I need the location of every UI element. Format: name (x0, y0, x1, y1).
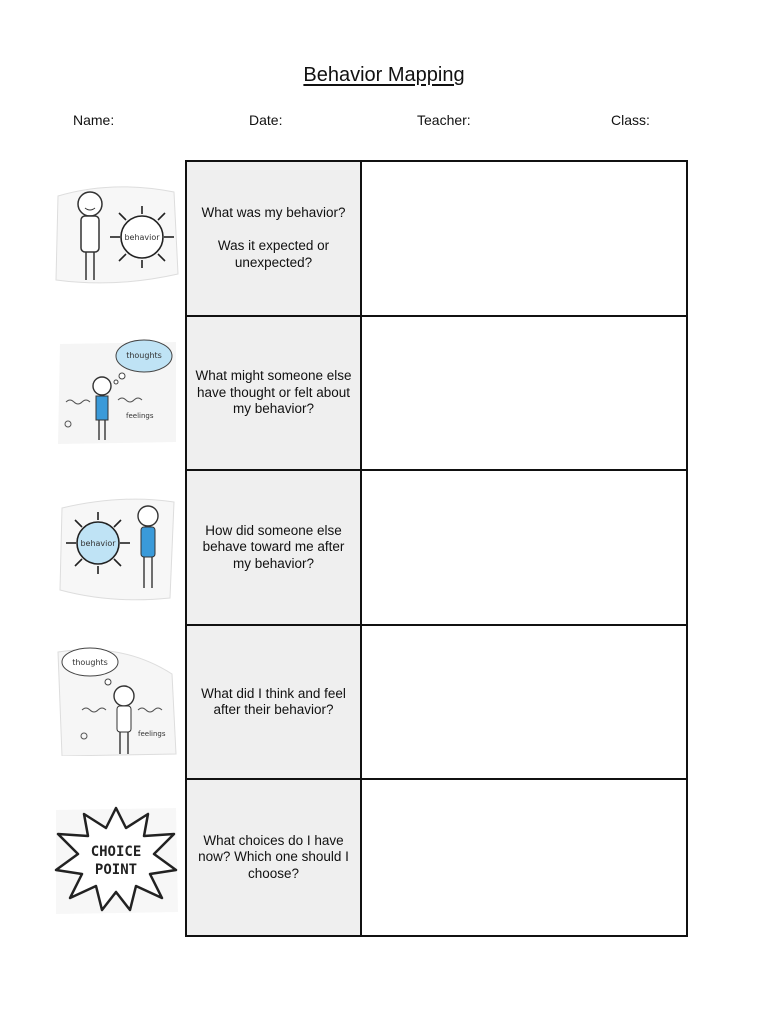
behavior-illustration (52, 182, 180, 294)
feelings-word-2: feelings (138, 730, 166, 738)
answer-cell[interactable] (362, 317, 686, 472)
behavior-word: behavior (124, 233, 160, 242)
choice-word: CHOICE (90, 844, 142, 860)
question-cell (187, 162, 362, 317)
reaction-illustration (52, 494, 180, 606)
question-text: What did I think and feel after their behavior? (201, 685, 346, 718)
choice-point-illustration (52, 804, 180, 916)
thoughts-word-2: thoughts (72, 658, 108, 667)
question-cell (187, 626, 362, 781)
question-text: How did someone else behave toward me after my behavior? (202, 522, 345, 571)
worksheet-table (185, 160, 688, 937)
reflection-illustration (52, 644, 180, 756)
thoughts-word: thoughts (126, 351, 162, 360)
answer-cell[interactable] (362, 626, 686, 781)
answer-cell[interactable] (362, 780, 686, 935)
question-text: What might someone else have thought or felt about my behavior? (195, 368, 352, 417)
point-word: POINT (94, 862, 138, 878)
teacher-label: Teacher: (417, 112, 471, 128)
question-cell (187, 780, 362, 935)
answer-cell[interactable] (362, 471, 686, 626)
page-title: Behavior Mapping (303, 64, 465, 86)
name-label: Name: (73, 112, 115, 128)
feelings-word: feelings (126, 412, 154, 420)
question-text: What choices do I have now? Which one should I choose? (198, 832, 349, 881)
question-cell (187, 317, 362, 472)
answer-cell[interactable] (362, 162, 686, 317)
class-label: Class: (611, 112, 650, 128)
date-label: Date: (249, 112, 283, 128)
thoughts-feelings-illustration (52, 334, 180, 446)
behavior-word-2: behavior (80, 539, 116, 548)
question-cell (187, 471, 362, 626)
question-text: What was my behavior? Was it expected or unexpected? (201, 205, 346, 270)
